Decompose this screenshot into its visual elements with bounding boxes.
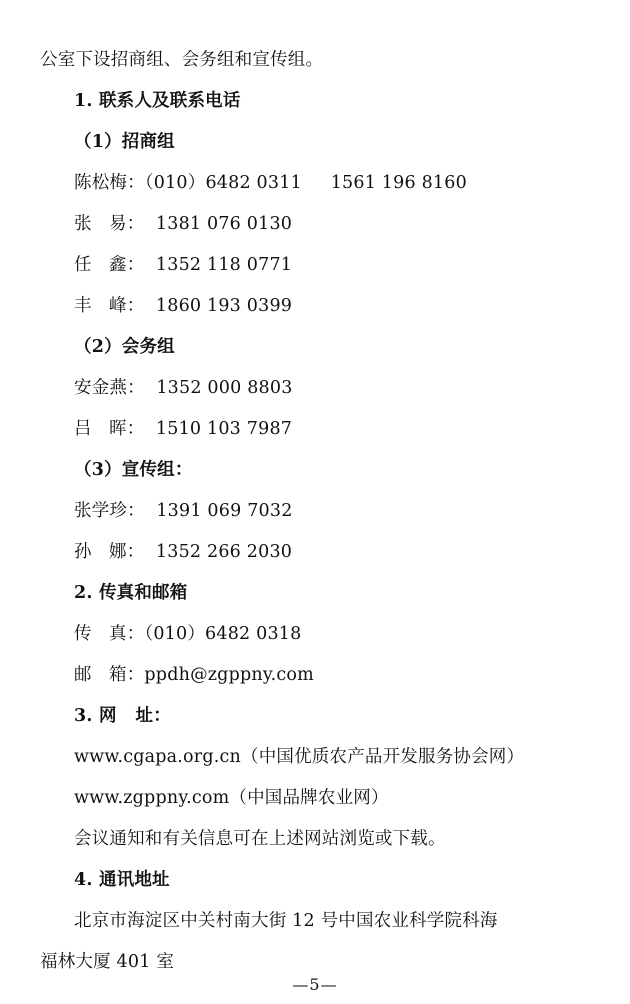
website-line: www.zgppny.com（中国品牌农业网） [74, 788, 389, 808]
section-heading-fax-email: 2. 传真和邮箱 [74, 583, 188, 603]
section-heading-website: 3. 网 址： [74, 706, 171, 726]
body-line: 公室下设招商组、会务组和宣传组。 [40, 50, 324, 70]
section-heading-address: 4. 通讯地址 [74, 870, 170, 890]
subsection-heading-investment-group: （1）招商组 [74, 132, 175, 152]
contact-line: 任 鑫： 1352 118 0771 [74, 255, 293, 275]
contact-line: 丰 峰： 1860 193 0399 [74, 296, 293, 316]
contact-line: 张 易： 1381 076 0130 [74, 214, 293, 234]
contact-line: 张学珍： 1391 069 7032 [74, 501, 293, 521]
section-heading-contacts: 1. 联系人及联系电话 [74, 91, 241, 111]
contact-line: 陈松梅：（010）6482 0311 1561 196 8160 [74, 173, 467, 193]
email-line: 邮 箱：ppdh@zgppny.com [74, 665, 314, 685]
fax-line: 传 真：（010）6482 0318 [74, 624, 302, 644]
contact-line: 孙 娜： 1352 266 2030 [74, 542, 293, 562]
subsection-heading-publicity-group: （3）宣传组： [74, 460, 193, 480]
website-note-line: 会议通知和有关信息可在上述网站浏览或下载。 [74, 829, 446, 849]
contact-line: 安金燕： 1352 000 8803 [74, 378, 293, 398]
subsection-heading-conference-group: （2）会务组 [74, 337, 175, 357]
page-number: —5— [292, 975, 338, 994]
contact-line: 吕 晖： 1510 103 7987 [74, 419, 293, 439]
address-line: 福林大厦 401 室 [40, 952, 175, 972]
address-line: 北京市海淀区中关村南大街 12 号中国农业科学院科海 [74, 911, 498, 931]
website-line: www.cgapa.org.cn（中国优质农产品开发服务协会网） [74, 747, 525, 767]
